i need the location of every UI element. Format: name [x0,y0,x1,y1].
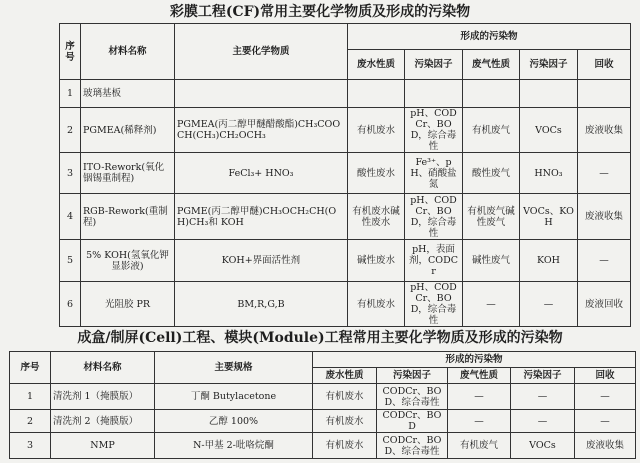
cell-gas: 有机废气 [448,433,511,459]
cell-seq: 1 [10,384,51,410]
cell-gas-factor: HNO₃ [520,153,578,194]
cell-water: 酸性废水 [348,153,405,194]
cell-recycle: 废液回收 [578,282,631,327]
cell-gas-factor: VOCs、KOH [520,194,578,240]
cell-seq: 5 [60,240,81,282]
cell-water: 有机废水碱性废水 [348,194,405,240]
cell-seq: 4 [60,194,81,240]
cell-recycle: 废液收集 [575,433,636,459]
cell-water-factor: pH、CODCr、BOD，综合毒性 [405,194,463,240]
cell-water-factor: pH，表面剂，CODCr [405,240,463,282]
cell-spec: 丁酮 Butylacetone [155,384,313,410]
cell-spec: N-甲基 2-吡咯烷酮 [155,433,313,459]
col-header-water-factor: 污染因子 [377,368,448,384]
cell-seq: 6 [60,282,81,327]
cell-water [348,80,405,108]
cell-water-factor: CODCr、BOD、综合毒性 [377,433,448,459]
col-header-pollutants: 形成的污染物 [348,24,631,50]
cell-material: 清洗剂 1（掩膜版） [51,384,155,410]
cell-material: 光阻胶 PR [81,282,175,327]
cell-seq: 2 [10,410,51,433]
cell-spec: 乙醇 100% [155,410,313,433]
cell-recycle [578,80,631,108]
cell-water: 有机废水 [313,384,377,410]
cell-gas-factor: — [511,410,575,433]
col-header-gas-factor: 污染因子 [511,368,575,384]
table-row [60,108,631,153]
cell-water-factor: CODCr、BOD [377,410,448,433]
table-row [60,240,631,282]
cell-gas: — [448,384,511,410]
cell-chemical: BM,R,G,B [175,282,348,327]
table-cf-pollutants [59,23,631,327]
cell-chemical: FeCl₃+ HNO₃ [175,153,348,194]
cell-gas-factor: VOCs [511,433,575,459]
cell-chemical: PGMEA(丙二醇甲醚醋酸酯)CH₃COOCH(CH₃)CH₂OCH₃ [175,108,348,153]
table-cell-module-pollutants [9,351,636,459]
table-row [10,410,636,433]
cell-water: 有机废水 [313,433,377,459]
col-header-seq: 序号 [60,24,81,80]
cell-gas: 有机废气碱性废气 [463,194,520,240]
cell-water-factor: Fe³⁺、pH、硝酸盐氮 [405,153,463,194]
table-row [10,433,636,459]
cell-water-factor: pH、CODCr、BOD，综合毒性 [405,108,463,153]
cell-gas-factor: KOH [520,240,578,282]
col-header-gas-factor: 污染因子 [520,50,578,80]
cell-gas: 碱性废气 [463,240,520,282]
cell-seq: 3 [60,153,81,194]
cell-water: 有机废水 [313,410,377,433]
cell-gas [463,80,520,108]
cell-gas-factor [520,80,578,108]
col-header-recycle: 回收 [578,50,631,80]
cell-water: 碱性废水 [348,240,405,282]
cell-chemical: KOH+界面活性剂 [175,240,348,282]
cell-material: RGB-Rework(重制程) [81,194,175,240]
cell-material: ITO-Rework(氧化铟锡重制程) [81,153,175,194]
table-row [60,80,631,108]
cell-recycle: — [575,384,636,410]
table-row [60,282,631,327]
cell-recycle: 废液收集 [578,194,631,240]
col-header-recycle: 回收 [575,368,636,384]
col-header-water-factor: 污染因子 [405,50,463,80]
cell-gas: — [463,282,520,327]
cell-seq: 2 [60,108,81,153]
cell-material: 玻璃基板 [81,80,175,108]
cell-gas: 有机废气 [463,108,520,153]
col-header-seq: 序号 [10,352,51,384]
col-header-chemical: 主要化学物质 [175,24,348,80]
cell-material: PGMEA(稀释剂) [81,108,175,153]
cell-chemical [175,80,348,108]
col-header-waste-gas: 废气性质 [448,368,511,384]
cell-gas: — [448,410,511,433]
col-header-material: 材料名称 [51,352,155,384]
cell-recycle: — [575,410,636,433]
cell-water: 有机废水 [348,282,405,327]
cell-recycle: — [578,240,631,282]
col-header-pollutants: 形成的污染物 [313,352,636,368]
cell-recycle: — [578,153,631,194]
cell-water-factor [405,80,463,108]
cell-water: 有机废水 [348,108,405,153]
cell-material: 清洗剂 2（掩膜版） [51,410,155,433]
col-header-spec: 主要规格 [155,352,313,384]
col-header-waste-water: 废水性质 [313,368,377,384]
table2-title: 成盒/制屏(Cell)工程、模块(Module)工程常用主要化学物质及形成的污染物 [77,330,563,346]
cell-gas: 酸性废气 [463,153,520,194]
cell-gas-factor: VOCs [520,108,578,153]
table-row [10,384,636,410]
cell-material: 5% KOH(氢氧化钾显影液) [81,240,175,282]
cell-seq: 1 [60,80,81,108]
cell-recycle: 废液收集 [578,108,631,153]
table-row [60,153,631,194]
col-header-waste-water: 废水性质 [348,50,405,80]
cell-seq: 3 [10,433,51,459]
cell-chemical: PGME(丙二醇甲醚)CH₃OCH₂CH(OH)CH₃和 KOH [175,194,348,240]
col-header-material: 材料名称 [81,24,175,80]
table1-title: 彩膜工程(CF)常用主要化学物质及形成的污染物 [169,4,471,20]
table-row [60,194,631,240]
cell-material: NMP [51,433,155,459]
cell-gas-factor: — [511,384,575,410]
col-header-waste-gas: 废气性质 [463,50,520,80]
cell-gas-factor: — [520,282,578,327]
cell-water-factor: CODCr、BOD、综合毒性 [377,384,448,410]
cell-water-factor: pH、CODCr、BOD，综合毒性 [405,282,463,327]
